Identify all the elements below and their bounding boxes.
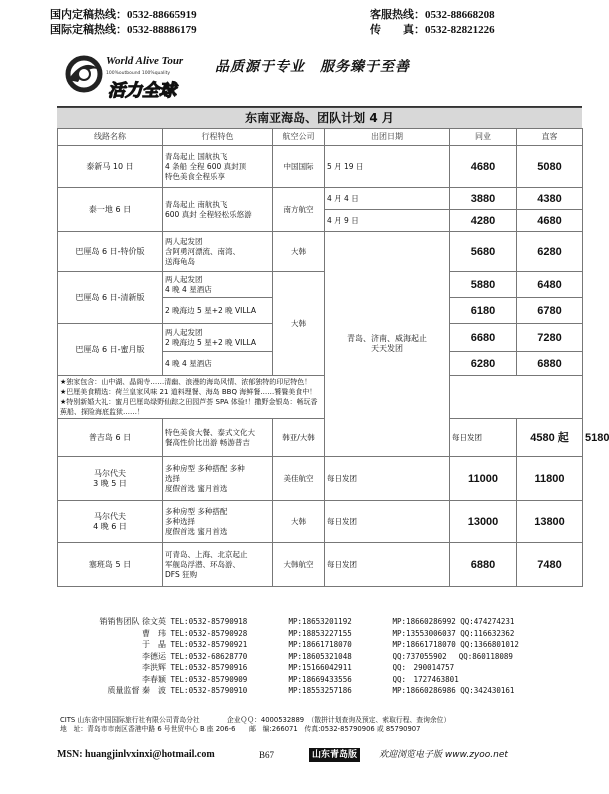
airline: 中国国际 (273, 146, 325, 188)
route-name-line: 马尔代夫 (94, 468, 126, 478)
airline: 韩亚/大韩 (273, 419, 325, 457)
route-name (58, 501, 163, 543)
logo-sub-text: 100%outbound 100%quality (106, 71, 171, 76)
domestic-hotline: 国内定稿热线：0532-88665919 (50, 9, 197, 21)
trade-price: 6680 (450, 324, 517, 352)
col-header-trade-price: 同业 (450, 129, 517, 146)
fax-number: 传 真：0532-82821226 (370, 24, 495, 36)
bali-departure-info (325, 232, 450, 457)
contact-tel: TEL:0532-85790918 (170, 617, 248, 626)
logo-en-text: World Alive Tour (106, 55, 184, 67)
airline: 大韩航空 (273, 543, 325, 587)
route-features (163, 543, 273, 587)
col-header-route: 线路名称 (58, 129, 163, 146)
col-header-date: 出团日期 (325, 129, 450, 146)
contact-extra: MP:18661718070 QQ:1366801012 (392, 640, 519, 649)
notes-filler (450, 376, 583, 419)
col-header-airline: 航空公司 (273, 129, 325, 146)
feature-line: 青岛起止 南航执飞 (165, 199, 228, 209)
contact-mobile: MP:18853227155 (288, 628, 352, 638)
table-row (58, 188, 583, 210)
note-line: ★巴厘美食精选：荷兰皇家风味 21 道料理餐、海岛 BBQ 海鲜餐……饕餮美食中！ (60, 388, 317, 396)
contact-tel: TEL:0532-68628770 (170, 651, 248, 661)
contact-extra: MP:18660286992 QQ:474274231 (392, 617, 515, 626)
intl-hotline: 国际定稿热线：0532-88886179 (50, 24, 197, 36)
route-name-line: 3 晚 5 日 (93, 478, 127, 488)
table-row (58, 146, 583, 188)
trade-price: 6180 (450, 298, 517, 324)
feature-line: 度假首选 蜜月首选 (165, 526, 228, 536)
feature-line: 军舰岛浮潜、环岛游、 (165, 559, 240, 569)
contact-row (60, 639, 519, 651)
plan-title: 东南亚海岛、团队计划 4 月 (57, 107, 582, 129)
table-row (58, 232, 583, 272)
service-hotline: 客服热线：0532-88668208 (370, 9, 495, 21)
website-tagline: 欢迎浏览电子版 www.zyoo.net (379, 750, 508, 760)
contact-extra: MP:13553006037 QQ:116632362 (392, 628, 515, 638)
retail-price: 6780 (517, 298, 583, 324)
note-line: ★独家包含：山中湖、晶阁寺……清幽、浪漫的海岛风情、浓郁独特的印尼特色！ (60, 378, 312, 386)
feature-line: 含阿勇河漂流、南湾、 (165, 246, 240, 256)
route-features (163, 146, 273, 188)
slogan: 品质源于专业 服务臻于至善 (215, 59, 410, 75)
trade-price: 11000 (450, 457, 517, 501)
schedule-table (57, 128, 609, 587)
retail-price: 11800 (517, 457, 583, 501)
trade-price: 3880 (450, 188, 517, 210)
contact-extra: QQ:737055902 QQ:860118089 (392, 651, 513, 661)
trade-price: 4580 起 (517, 419, 583, 457)
notes-row (58, 376, 583, 419)
departure-date: 每日发团 (325, 457, 450, 501)
contact-extra: MP:18660286986 QQ:342430161 (392, 686, 515, 695)
retail-price: 6480 (517, 272, 583, 298)
retail-price: 4680 (517, 210, 583, 232)
contact-tel: TEL:0532-85790921 (170, 640, 248, 649)
contact-tel: TEL:0532-85790928 (170, 628, 248, 638)
contact-tel: TEL:0532-85790916 (170, 663, 248, 672)
contact-row (60, 662, 519, 674)
trade-price: 5880 (450, 272, 517, 298)
feature-line: 度假首选 蜜月首选 (165, 483, 228, 493)
contact-mobile: MP:18653201192 (288, 617, 352, 626)
route-features (163, 457, 273, 501)
contact-name: 李洪辉 (142, 663, 166, 672)
contact-name: 销销售团队 徐文英 (99, 617, 166, 626)
col-header-retail-price: 直客 (517, 129, 583, 146)
route-name: 巴厘岛 6 日-清新版 (58, 272, 163, 324)
route-features: 4 晚 4 星酒店 (163, 352, 273, 376)
table-row (58, 457, 583, 501)
world-alive-tour-logo (62, 50, 202, 102)
feature-line: 两人起发团 (165, 327, 203, 337)
table-row (58, 501, 583, 543)
contact-name: 李春颖 (142, 674, 166, 684)
feature-line: DFS 狂购 (165, 569, 198, 579)
route-name-line: 4 晚 6 日 (93, 521, 127, 531)
feature-line: 特色美食大餐、泰式文化大 (165, 427, 255, 437)
feature-line: 两人起发团 (165, 236, 203, 246)
route-name: 普吉岛 6 日 (58, 419, 163, 457)
trade-price: 6880 (450, 543, 517, 587)
contact-row (60, 616, 519, 628)
trade-price: 5680 (450, 232, 517, 272)
logo-cn-text: 活力全球 (108, 81, 176, 101)
route-features (163, 501, 273, 543)
trade-price: 13000 (450, 501, 517, 543)
airline: 南方航空 (273, 188, 325, 232)
route-name-line: 马尔代夫 (94, 511, 126, 521)
bali-notes (58, 376, 325, 419)
contact-name: 李德运 (142, 651, 166, 661)
feature-line: 多种房型 多种搭配 多种 (165, 463, 245, 473)
airline: 美佳航空 (273, 457, 325, 501)
left-hotlines (50, 8, 197, 38)
retail-price: 7280 (517, 324, 583, 352)
route-features (163, 272, 273, 298)
route-features (163, 419, 273, 457)
airline: 大韩 (273, 232, 325, 272)
route-features (163, 188, 273, 232)
airline: 大韩 (273, 272, 325, 376)
contact-mobile: MP:18605321048 (288, 651, 352, 661)
company-info (60, 716, 450, 734)
feature-line: 可青岛、上海、北京起止 (165, 549, 248, 559)
contact-row (60, 628, 519, 640)
col-header-features: 行程特色 (163, 129, 273, 146)
route-features (163, 324, 273, 352)
feature-line: 600 真封 全程轻松乐悠游 (165, 209, 252, 219)
feature-line: 青岛起止 国航执飞 (165, 151, 228, 161)
contact-name: 曹 玮 (142, 628, 166, 638)
route-name: 泰一地 6 日 (58, 188, 163, 232)
feature-line: 多种选择 (165, 516, 195, 526)
feature-line: 4 晚 4 星酒店 (165, 284, 212, 294)
contact-tel: TEL:0532-85790909 (170, 674, 248, 684)
retail-price: 7480 (517, 543, 583, 587)
bali-date-line: 青岛、济南、威海起止 (347, 334, 427, 343)
departure-date: 4 月 4 日 (325, 188, 450, 210)
feature-line: 两人起发团 (165, 274, 203, 284)
departure-date: 4 月 9 日 (325, 210, 450, 232)
bali-date-line: 天天发团 (371, 344, 403, 353)
company-line: CITS 山东省中国国际旅行社有限公司青岛分社 企业ＱＱ：4000532889 （散拼计划查询及预定、索取行程、查询余位） (60, 716, 451, 724)
contact-name: 质量监督 秦 波 (107, 686, 166, 695)
departure-date: 每日发团 (325, 501, 450, 543)
table-row: 普吉岛 6 日 特色美食大餐、泰式文化大 餐高性价比出游 畅游普吉 韩亚/大韩 每日发团 4580 起 5180 (58, 419, 583, 457)
table-header-row (58, 129, 583, 146)
airline: 大韩 (273, 501, 325, 543)
company-address: 地 址：青岛市市南区香港中路 6 号世贸中心 B 座 206-6 邮 编:266071 传真:0532-85790906 或 85790907 (60, 725, 421, 733)
trade-price: 4680 (450, 146, 517, 188)
feature-line: 4 条船 全程 600 真封顶 (165, 161, 247, 171)
table-row (58, 543, 583, 587)
sales-contacts (60, 616, 519, 697)
route-name: 巴厘岛 6 日-蜜月版 (58, 324, 163, 376)
route-features: 2 晚海边 5 星+2 晚 VILLA (163, 298, 273, 324)
page-number: B67 (259, 750, 275, 760)
retail-price: 5080 (517, 146, 583, 188)
retail-price: 4380 (517, 188, 583, 210)
feature-line: 送海龟岛 (165, 256, 195, 266)
route-name: 塞班岛 5 日 (58, 543, 163, 587)
feature-line: 2 晚海边 5 星+2 晚 VILLA (165, 337, 257, 347)
feature-line: 选择 (165, 473, 180, 483)
contact-extra: QQ: 290014757 (392, 663, 455, 672)
contact-mobile: MP:18661718070 (288, 640, 352, 649)
feature-line: 特色美食全程乐享 (165, 171, 225, 181)
contact-mobile: MP:15166042911 (288, 663, 352, 672)
route-features (163, 232, 273, 272)
contact-mobile: MP:18553257186 (288, 686, 352, 695)
right-hotlines (370, 8, 495, 38)
page-footer (57, 748, 582, 762)
trade-price: 6280 (450, 352, 517, 376)
departure-date: 每日发团 (325, 543, 450, 587)
edition-badge: 山东青岛版 (309, 748, 360, 762)
table-row (58, 272, 583, 298)
route-name: 泰新马 10 日 (58, 146, 163, 188)
contact-extra: QQ: 1727463801 (392, 674, 459, 684)
trade-price: 4280 (450, 210, 517, 232)
contact-tel: TEL:0532-85790910 (170, 686, 248, 695)
brand-banner (57, 48, 582, 107)
departure-date: 5 月 19 日 (325, 146, 450, 188)
contact-mobile: MP:18669433556 (288, 674, 352, 684)
retail-price: 6880 (517, 352, 583, 376)
note-line: ★特别新婚大礼：蜜月巴厘岛绿野仙踪之田园芦荟 SPA 体验!！撒野金银岛：畅玩香蕉船、探险海底监狱……！ (60, 398, 318, 416)
route-name: 巴厘岛 6 日-特价版 (58, 232, 163, 272)
msn-contact: MSN: huangjinlvxinxi@hotmail.com (57, 749, 215, 760)
contact-row (60, 685, 519, 697)
departure-date: 每日发团 (450, 419, 517, 457)
contact-row (60, 651, 519, 663)
retail-price: 13800 (517, 501, 583, 543)
feature-line: 多种房型 多种搭配 (165, 506, 228, 516)
retail-price: 6280 (517, 232, 583, 272)
contact-name: 于 晶 (142, 640, 166, 649)
route-name (58, 457, 163, 501)
feature-line: 餐高性价比出游 畅游普吉 (165, 437, 250, 447)
contact-row (60, 674, 519, 686)
